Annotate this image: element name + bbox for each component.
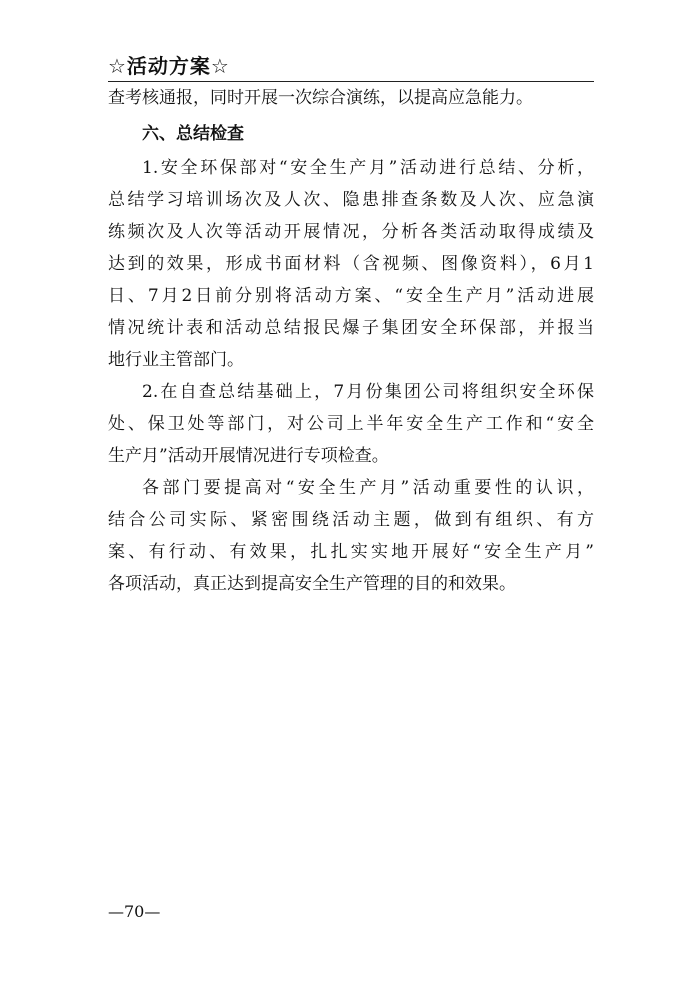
header-title: ☆活动方案☆ bbox=[108, 54, 230, 78]
text-line: 达到的效果，形成书面材料（含视频、图像资料），6月1 bbox=[108, 254, 594, 274]
text-line: 情况统计表和活动总结报民爆子集团安全环保部，并报当 bbox=[108, 318, 594, 338]
text-line: 结合公司实际、紧密围绕活动主题，做到有组织、有方 bbox=[108, 510, 594, 530]
body-text bbox=[108, 82, 594, 600]
paragraph-1 bbox=[108, 152, 594, 376]
paragraph-3 bbox=[108, 472, 594, 600]
text-line: 1.安全环保部对“安全生产月”活动进行总结、分析， bbox=[142, 158, 594, 178]
text-line: 各项活动，真正达到提高安全生产管理的目的和效果。 bbox=[108, 574, 516, 594]
text-line: 生产月”活动开展情况进行专项检查。 bbox=[108, 446, 389, 466]
text-line: 各部门要提高对“安全生产月”活动重要性的认识， bbox=[142, 478, 594, 498]
text-line: 日、7月2日前分别将活动方案、“安全生产月”活动进展 bbox=[108, 286, 594, 306]
text-line: 地行业主管部门。 bbox=[108, 350, 244, 370]
continued-line: 查考核通报，同时开展一次综合演练，以提高应急能力。 bbox=[108, 88, 533, 108]
page-number: —70— bbox=[108, 902, 161, 921]
text-line: 2.在自查总结基础上，7月份集团公司将组织安全环保 bbox=[142, 382, 594, 402]
paragraph-2 bbox=[108, 376, 594, 472]
section-heading: 六、总结检查 bbox=[142, 124, 244, 144]
page-header bbox=[108, 54, 594, 82]
text-line: 案、有行动、有效果，扎扎实实地开展好“安全生产月” bbox=[108, 542, 594, 562]
text-line: 总结学习培训场次及人次、隐患排查条数及人次、应急演 bbox=[108, 190, 594, 210]
text-line: 练频次及人次等活动开展情况，分析各类活动取得成绩及 bbox=[108, 222, 594, 242]
text-line: 处、保卫处等部门，对公司上半年安全生产工作和“安全 bbox=[108, 414, 594, 434]
